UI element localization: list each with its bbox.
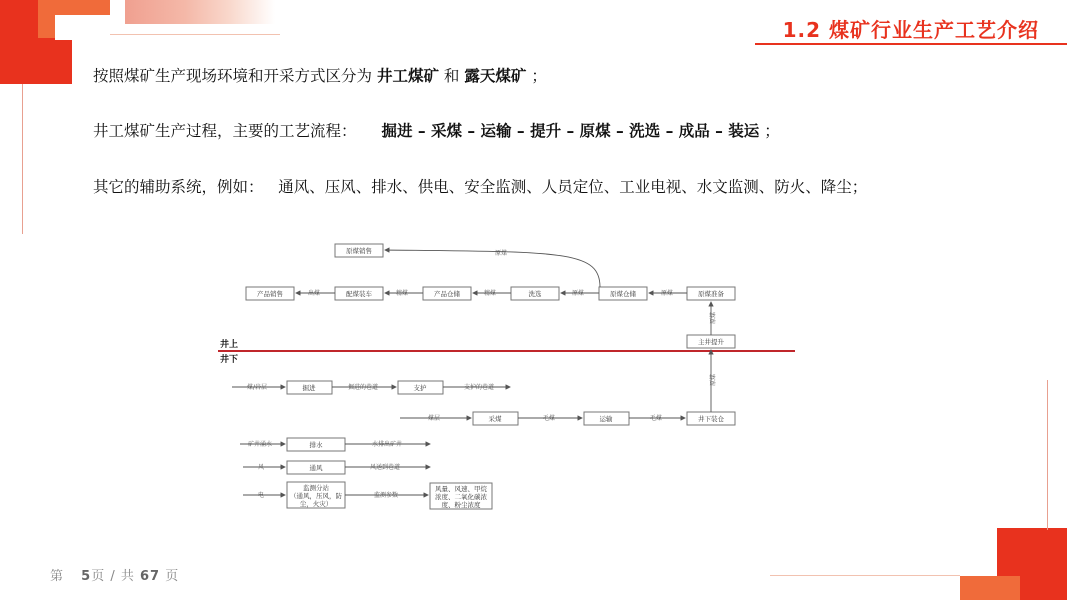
text-coal-mining: 采煤 xyxy=(488,415,502,423)
edge-storage-to-raw-sales xyxy=(385,250,600,287)
line1-mid: 和 xyxy=(443,67,460,85)
text-ventilation: 通风 xyxy=(309,464,323,472)
text-blending-loading: 配煤装车 xyxy=(346,290,372,298)
text-monitor-result-2: 浓度、二氧化碳浓 xyxy=(435,493,487,501)
process-flow-text: 掘进 – 采煤 – 运输 – 提升 – 原煤 – 洗选 – 成品 – 装运 xyxy=(381,122,760,140)
text-monitor-substation-3: 尘，火灾） xyxy=(299,500,333,508)
label-clean-coal-1: 精煤 xyxy=(484,290,497,297)
label-water-discharged: 水排出矿井 xyxy=(372,441,403,448)
label-coal-rock: 煤/岩层 xyxy=(247,384,268,391)
label-clean-coal-2: 精煤 xyxy=(396,290,409,297)
text-raw-coal-storage: 原煤仓储 xyxy=(610,290,636,298)
label-storage-wash: 原煤 xyxy=(572,290,585,297)
page-mid: 页 / 共 xyxy=(91,569,135,584)
label-rough-coal-1: 毛煤 xyxy=(543,415,556,422)
label-raw-coal-up-2: 原煤 xyxy=(710,373,717,386)
text-monitor-result-1: 风量、风速、甲烷 xyxy=(435,485,487,493)
line2-prefix: 井工煤矿生产过程，主要的工艺流程： xyxy=(93,122,357,140)
label-prep-storage: 原煤 xyxy=(661,290,674,297)
label-output-coal: 出煤 xyxy=(308,290,321,297)
label-coal-seam: 煤层 xyxy=(428,415,441,422)
text-transport: 运输 xyxy=(599,415,613,423)
label-raw-coal-up-1: 原煤 xyxy=(710,311,717,324)
line1-prefix: 按照煤矿生产现场环境和开采方式区分为 xyxy=(93,67,373,85)
label-power: 电 xyxy=(258,492,265,499)
page-prefix: 第 xyxy=(50,569,65,584)
label-air-to-roadway: 风送到巷道 xyxy=(370,464,401,471)
current-page: 5 xyxy=(81,569,92,584)
text-monitor-substation-1: 监测分站 xyxy=(303,484,329,492)
text-underground-bin: 井下装仓 xyxy=(698,415,724,423)
text-raw-coal-prep: 原煤准备 xyxy=(698,290,724,298)
label-above-ground: 井上 xyxy=(220,340,239,350)
page-suffix: 页 xyxy=(165,569,180,584)
text-monitor-result-3: 度、粉尘浓度 xyxy=(441,501,481,509)
label-rough-coal-2: 毛煤 xyxy=(650,415,663,422)
page-indicator xyxy=(50,565,179,584)
line1-end: ； xyxy=(531,67,547,85)
term-underground-mine: 井工煤矿 xyxy=(376,67,439,85)
text-main-shaft-hoist: 主井提升 xyxy=(698,338,724,346)
label-monitor-params: 监测参数 xyxy=(374,492,399,499)
label-tunneled-roadway: 掘进的巷道 xyxy=(348,384,379,391)
text-raw-coal-sales: 原煤销售 xyxy=(346,247,372,255)
total-pages: 67 xyxy=(140,569,161,584)
text-monitor-substation-2: （通风，压风，防 xyxy=(290,492,342,500)
slide-title: 1.2 煤矿行业生产工艺介绍 xyxy=(782,18,1039,42)
label-underground: 井下 xyxy=(220,355,239,365)
label-raw-coal-top: 原煤 xyxy=(495,250,508,257)
text-washing: 洗选 xyxy=(528,290,542,298)
text-support: 支护 xyxy=(413,384,427,392)
text-drainage: 排水 xyxy=(309,441,323,449)
text-tunneling: 掘进 xyxy=(302,384,316,392)
label-mine-water: 矿井涌水 xyxy=(248,441,273,448)
line2-end: ； xyxy=(764,122,780,140)
line-aux-systems: 其它的辅助系统，例如： 通风、压风、排水、供电、安全监测、人员定位、工业电视、水文监测、防火、降尘； xyxy=(93,178,868,196)
term-open-pit-mine: 露天煤矿 xyxy=(464,67,527,85)
label-air: 风 xyxy=(258,464,265,471)
label-supported-roadway: 支护的巷道 xyxy=(464,384,495,391)
text-product-sales: 产品销售 xyxy=(257,290,283,298)
text-product-storage: 产品仓储 xyxy=(434,290,460,298)
